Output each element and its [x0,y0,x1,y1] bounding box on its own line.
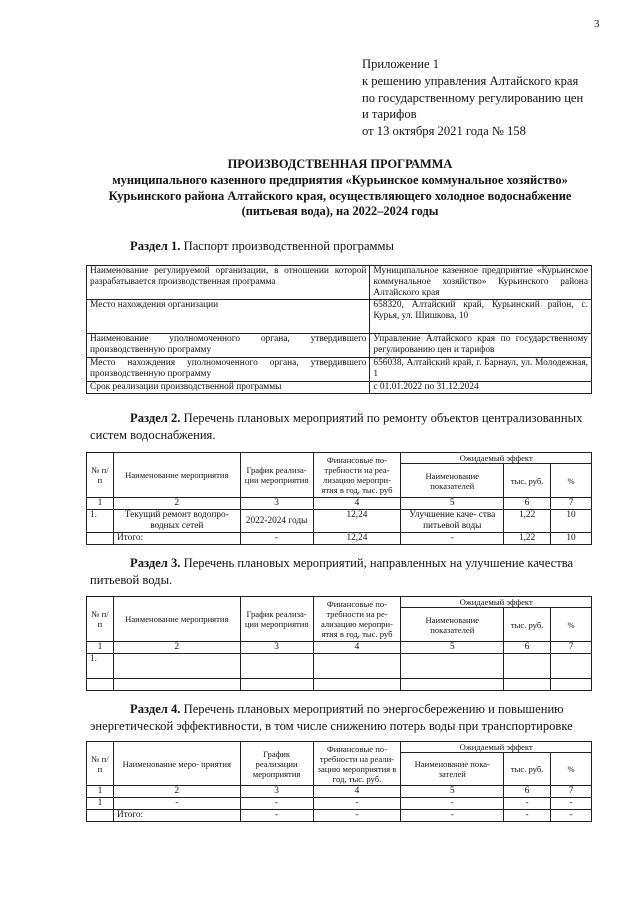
cell-pct: - [551,810,592,822]
column-number: 1 [87,786,114,798]
energy-table [86,741,592,822]
appendix-line: от 13 октября 2021 года № 158 [362,124,526,139]
header-rub: тыс. руб. [504,608,551,642]
header-num: № п/п [87,742,114,786]
column-number-row [87,786,592,798]
header-finance: Финансовые по- требности на реа- лизацию меропри- ятия в год, тыс. руб [313,453,401,498]
header-indicator: Наименование показателей [401,608,504,642]
header-schedule: График реализации мероприятия [240,742,313,786]
passport-cell-name: Срок реализации производственной программы [87,382,370,394]
passport-cell-name: Наименование регулируемой организации, в отношении которой разрабатывается производственная программа [87,266,370,300]
cell-finance: - [313,798,401,810]
column-number: 3 [240,786,313,798]
passport-cell-value: 656038, Алтайский край, г. Барнаул, ул. Молодежная, 1 [370,358,592,382]
repair-table [86,452,592,545]
cell-pct: 10 [551,533,592,545]
cell-num: 1. [87,510,114,533]
cell-num [87,810,114,822]
column-number: 3 [240,498,313,510]
column-number: 3 [240,642,313,654]
column-number: 7 [551,786,592,798]
cell-num: 1 [87,798,114,810]
header-pct: % [551,753,592,786]
column-number: 5 [401,498,504,510]
appendix-line: по государственному регулированию цен [362,90,584,105]
cell-total-label: Итого: [113,533,240,545]
column-number: 5 [401,786,504,798]
section1-label: Раздел 1. [130,239,181,253]
cell-name: - [113,798,240,810]
header-name: Наименование мероприятия [113,453,240,498]
cell-rub: 1,22 [504,533,551,545]
column-number: 6 [504,642,551,654]
cell-finance [313,654,401,679]
cell-rub [504,679,551,691]
section2-text-line2: систем водоснабжения. [90,427,216,442]
section3-heading [90,555,590,588]
document-title [40,157,639,220]
passport-cell-name: Место нахождения уполномоченного органа, утвердившего производственную программу [87,358,370,382]
table-row [87,798,592,810]
column-number: 6 [504,786,551,798]
passport-table [86,265,592,394]
title-line: (питьевая вода), на 2022–2024 годы [241,204,439,219]
title-line: Курьинского района Алтайского края, осуществляющего холодное водоснабжение [108,188,572,203]
header-pct: % [551,608,592,642]
cell-schedule [240,654,313,679]
passport-cell-value: с 01.01.2022 по 31.12.2024 [370,382,592,394]
passport-cell-value: Управление Алтайского края по государственному регулированию цен и тарифов [370,334,592,358]
title-line: ПРОИЗВОДСТВЕННАЯ ПРОГРАММА [227,157,453,171]
cell-indicator: - [401,810,504,822]
column-number: 2 [113,786,240,798]
section2-text: Перечень плановых мероприятий по ремонту объектов централизованных [183,411,583,425]
cell-pct: - [551,798,592,810]
cell-name [113,679,240,691]
table-row [87,300,592,334]
passport-cell-value: 658320, Алтайский край, Курьинский район, с. Курья, ул. Шишкова, 10 [370,300,592,334]
section2-heading [90,410,590,443]
passport-cell-name: Наименование уполномоченного органа, утвердившего производственную программу [87,334,370,358]
cell-rub: 1,22 [504,510,551,533]
header-schedule: График реализа- ции мероприятия [240,597,313,642]
appendix-line: и тарифов [362,107,417,122]
quality-table [86,596,592,691]
cell-rub: - [504,798,551,810]
total-row [87,533,592,545]
column-number: 7 [551,498,592,510]
cell-indicator [401,654,504,679]
cell-pct [551,679,592,691]
header-rub: тыс. руб. [504,464,551,498]
cell-pct: 10 [551,510,592,533]
header-effect: Ожидаемый эффект [401,453,592,464]
cell-schedule: - [240,798,313,810]
table-row [87,334,592,358]
cell-num [87,679,114,691]
cell-rub: - [504,810,551,822]
section4-heading [90,701,590,734]
cell-schedule [240,679,313,691]
title-line: муниципального казенного предприятия «Курьинское коммунальное хозяйство» [112,172,568,187]
section3-text-line2: питьевой воды. [90,572,173,587]
section4-label: Раздел 4. [130,702,181,716]
section3-label: Раздел 3. [130,556,181,570]
cell-pct [551,654,592,679]
cell-name: Текущий ремонт водопро- водных сетей [113,510,240,533]
column-number: 4 [313,498,401,510]
column-number: 2 [113,642,240,654]
column-number: 1 [87,498,114,510]
section4-text: Перечень плановых мероприятий по энергосбережению и повышению [183,702,564,716]
header-rub: тыс. руб. [504,753,551,786]
passport-cell-name: Место нахождения организации [87,300,370,334]
column-number: 4 [313,642,401,654]
table-row [87,358,592,382]
appendix-block [362,56,622,140]
header-schedule: График реализа- ции мероприятия [240,453,313,498]
cell-schedule: - [240,533,313,545]
column-number-row [87,642,592,654]
column-number: 5 [401,642,504,654]
cell-indicator: Улучшение каче- ства питьевой воды [401,510,504,533]
section3-text: Перечень плановых мероприятий, направленных на улучшение качества [183,556,574,570]
cell-finance: - [313,810,401,822]
cell-name [113,654,240,679]
table-row [87,266,592,300]
passport-cell-value: Муниципальное казенное предприятие «Курьинское коммунальное хозяйство» Курьинского района Алтайского края [370,266,592,300]
cell-finance: 12,24 [313,533,401,545]
cell-indicator: - [401,533,504,545]
cell-num: 1. [87,654,114,679]
appendix-line: к решению управления Алтайского края [362,73,579,88]
header-num: № п/п [87,597,114,642]
header-effect: Ожидаемый эффект [401,597,592,608]
header-name: Наименование меро- приятия [113,742,240,786]
section2-label: Раздел 2. [130,411,181,425]
header-indicator: Наименование показателей [401,464,504,498]
table-row [87,679,592,691]
section1-text: Паспорт производственной программы [183,239,394,253]
column-number: 2 [113,498,240,510]
header-pct: % [551,464,592,498]
column-number: 6 [504,498,551,510]
table-row [87,510,592,533]
header-indicator: Наименование пока- зателей [401,753,504,786]
table-row [87,654,592,679]
cell-total-label: Итого: [113,810,240,822]
cell-num [87,533,114,545]
column-number: 1 [87,642,114,654]
total-row [87,810,592,822]
column-number-row [87,498,592,510]
table-row [87,382,592,394]
column-number: 4 [313,786,401,798]
page-number: 3 [594,18,600,30]
cell-finance [313,679,401,691]
header-finance: Финансовые по- требности на реали- зацию мероприятия в год, тыс. руб. [313,742,401,786]
section4-text-line2: энергетической эффективности, в том числе снижению потерь воды при транспортировке [90,718,573,733]
cell-indicator: - [401,798,504,810]
cell-indicator [401,679,504,691]
header-name: Наименование мероприятия [113,597,240,642]
header-finance: Финансовые по- требности на ре- ализацию меропри- ятия в год, тыс. руб [313,597,401,642]
section1-heading [130,238,394,255]
appendix-line: Приложение 1 [362,57,440,71]
cell-schedule: 2022-2024 годы [240,510,313,533]
column-number: 7 [551,642,592,654]
cell-schedule: - [240,810,313,822]
header-num: № п/п [87,453,114,498]
cell-finance: 12,24 [313,510,401,533]
cell-rub [504,654,551,679]
header-effect: Ожидаемый эффект [401,742,592,753]
